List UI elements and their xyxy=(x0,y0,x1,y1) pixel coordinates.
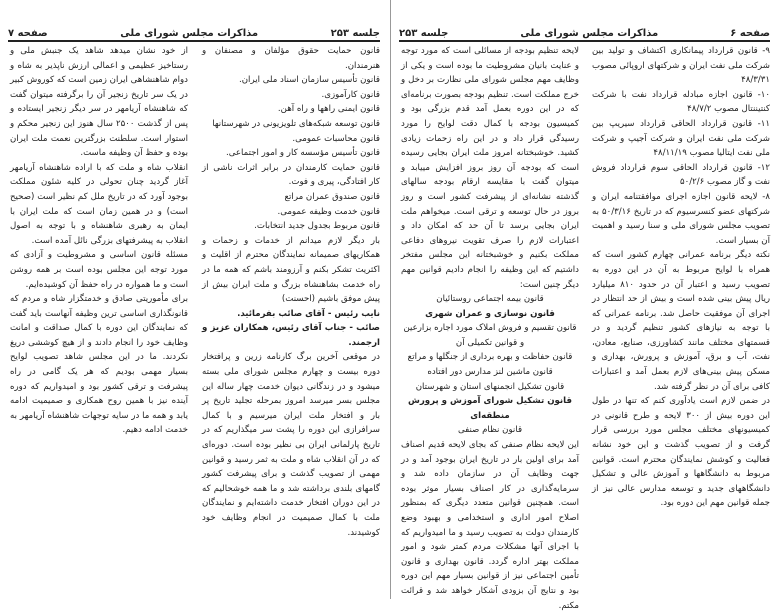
law-item: قانون تأسیس سازمان اسناد ملی ایران. xyxy=(239,75,380,86)
law-item: قانون محاسبات عمومی. xyxy=(292,133,380,144)
right-page-column-left xyxy=(401,44,579,611)
paragraph: لایحه تنظیم بودجه از مسائلی است که مورد توجه و عنایت بانیان مشروطیت ما بوده است و یکی از وظایف مهم مجلس شورای ملی نظارت بر دخل و خرج مملکت است. تنظیم بودجه بصورت برنامه‌ای که در این دوره بعمل آمد قدم بزرگی بود و کمیسیون بودجه با کمال دقت لوایح را مورد رسیدگی قرار داد و در این راه زحمات زیادی کشید. خوشبختانه امروز ملت ایران بجایی رسیده است که بودجه آن روز بروز افزایش مییابد و میتوان گفت با مقایسه ارقام بودجه سالهای گذشته نشانه‌ای از پیشرفت کشور است و روز بروز در حال توسعه و ترقی است. میخواهم ملت ایران بجایی برسد تا آن حد که امکان داد و اعتبارات لازم را صرف تقویت نیروهای دفاعی مملکت بکنیم و خوشبختانه این مجلس مفتخر داشتیم که این وظیفه را انجام دادیم قوانین مهم دیگر چنین است: xyxy=(401,46,579,290)
law-item: قانون کارآموزی. xyxy=(321,89,380,100)
left-page-column-right xyxy=(202,44,380,589)
left-page xyxy=(0,0,388,599)
paragraph: بار دیگر لازم میدانم از خدمات و زحمات و همکاریهای صمیمانه نمایندگان محترم از اقلیت و اکثریت تشکر بکنم و آرزومند باشم که همه ما در راه خدمت بشاهنشاه بزرگ و ملت ایران بیش از پیش موفق باشیم (احسنت) xyxy=(202,235,380,305)
speaker-line: نایب رئیس - آقای صائب بفرمائید. xyxy=(237,308,380,319)
paragraph: در موقعی آخرین برگ کارنامه زرین و پرافتخار دوره بیست و چهارم مجلس شورای ملی بسته میشود و در زندگانی دیوان خدمت چهار ساله این مجلس بسر میرسد امروز بمرحله تجلید تاریخ پر بار و افتخار ملت ایران میرسیم و با کمال سرافرازی این دوره را پشت سر میگذاریم که در تاریخ پارلمانی ایران بی نظیر بوده است. دوره‌ای که در آن انقلاب شاه و ملت به ثمر رسید و قوانین مهمی از تصویب گذشت و برای پیشرفت کشور گامهای بلندی برداشته شد و ما همه خوشحالیم که در این دوران افتخار خدمت داشته‌ایم و نمایندگان ملت با کمال صمیمیت در انجام وظایف خود کوشیدند. xyxy=(202,352,380,538)
law-item: ۱۲- قانون قرارداد الحاقی سوم قرارداد فروش نفت و گاز مصوب ۵۰/۲/۶ xyxy=(592,162,770,188)
paragraph: برای مأموریتی صادق و خدمتگزار شاه و مردم که قانونگذاری اساسی ترین وظیفه آنهاست باید گفت که نمایندگان این دوره با کمال صداقت و امانت وظایف خود را انجام دادند و از هیچ کوششی دریغ نکردند. ما در این مجلس شاهد تصویب لوایح بسیار مهمی بودیم که هر یک گامی در راه پیشرفت و ترقی کشور بود و امیدواریم که دوره آینده نیز با همین روح همکاری و صمیمیت ادامه یابد و همه ما در سایه توجهات شاهنشاه آریامهر به خدمت ادامه دهیم. xyxy=(10,294,188,436)
law-item: قانون نظام صنفی xyxy=(457,425,523,436)
law-item: قانون بیمه اجتماعی روستائیان xyxy=(436,294,544,305)
law-item: قانون تقسیم و فروش املاک مورد اجاره بزارعین و قوانین تکمیلی آن xyxy=(403,323,577,348)
paragraph: ۸- لایحه قانون اجازه اجرای موافقتنامه ایران و شرکتهای عضو کنسرسیوم که در تاریخ ۵۰/۳/۱۶ به تصویب مجلس شورای ملی و سنا رسید و اهمیت آن بسیار است. xyxy=(592,191,771,246)
law-item: قانون صندوق عمران مراتع xyxy=(284,191,380,202)
law-item: قانون مربوط بجدول جدید انتخابات. xyxy=(254,221,380,232)
law-item: قانون توسعه شبکه‌های تلویزیونی در شهرستانها xyxy=(212,118,380,129)
law-item: ۹- قانون قرارداد پیمانکاری اکتشاف و تولید بین شرکت ملی نفت ایران و شرکتهای اروپائی مصوب ۴۸/۳/۳۱ xyxy=(592,46,770,86)
speaker-line: صائب - جناب آقای رئیس، همکاران عزیز و ارجمند. xyxy=(202,323,380,348)
left-page-column-left xyxy=(10,44,188,589)
law-item: قانون نوسازی و عمران شهری xyxy=(425,308,555,319)
right-page xyxy=(390,0,778,611)
law-item: قانون خدمت وظیفه عمومی. xyxy=(277,206,380,217)
left-page-header xyxy=(8,25,380,42)
law-item: قانون تشکیل شورای آموزش و پرورش منطقه‌ای xyxy=(407,396,573,421)
session-number: جلسه ۲۵۳ xyxy=(330,28,380,39)
header-title: مذاکرات مجلس شورای ملی xyxy=(120,28,259,39)
law-item: قانون حمایت حقوق مؤلفان و مصنفان و هنرمندان. xyxy=(202,46,380,71)
page-number: صفحه ۶ xyxy=(730,28,770,39)
paragraph: این لایحه نظام صنفی که بجای لایحه قدیم اصناف آمد برای اولین بار در تاریخ ایران بوجود آمد و در جهت وظایف آن در سازمان داده شد و سرمایه‌گذاری در کار اصناف بسیار موثر بوده است. همچنین قوانین متعدد دیگری که بمنظور اصلاح امور اداری و استخدامی و بهبود وضع کارمندان دولت به تصویب رسید و ما امیدواریم که با اجرای آنها مشکلات مردم کمتر شود و امور مملکت بهتر اداره گردد. قانون بهداری و قانون تأمین اجتماعی نیز از قوانین بسیار مهم این دوره بود و نتایج آن بزودی آشکار خواهد شد و قرائت مکتم. xyxy=(401,440,579,611)
law-item: قانون ایمنی راهها و راه آهن. xyxy=(277,104,380,115)
law-item: قانون ماشین لنز مدارس دور افتاده xyxy=(427,367,553,378)
header-title: مذاکرات مجلس شورای ملی xyxy=(520,28,659,39)
law-item: ۱۰- قانون اجازه مبادله قرارداد نفت با شرکت کنتیننتال مصوب ۴۸/۷/۲ xyxy=(592,89,770,115)
page-number: صفحه ۷ xyxy=(8,28,48,39)
law-item: قانون تشکیل انجمنهای استان و شهرستان xyxy=(415,381,565,392)
paragraph: انقلاب شاه و ملت که با اراده شاهنشاه آریامهر آغاز گردید چنان تحولی در کلیه شئون مملکت بوجود آورد که در تاریخ ملل کم نظیر است (صحیح است) و در همین زمان است که ملت ایران با ایمان به رهبری شاهنشاه و با توجه به اصول انقلاب به پیشرفتهای بزرگی نائل آمده است. xyxy=(10,162,188,246)
paragraph: در ضمن لازم است یادآوری کنم که تنها در طول این دوره بیش از ۳۰۰ لایحه و طرح قانونی در کمیسیونهای مختلف مجلس مورد بررسی قرار گرفت و از تصویب گذشت و این خود نشانه فعالیت و کوشش نمایندگان محترم است. قوانین مربوط به دانشگاهها و آموزش عالی و تشکیل دانشگاههای جدید و توسعه مدارس عالی نیز از جمله قوانین مهم این دوره بود. xyxy=(592,396,770,509)
paragraph: نکته دیگر برنامه عمرانی چهارم کشور است که همراه با لوایح مربوط به آن در این دوره به تصویب رسید و اعتبار آن در حدود ۸۱۰ میلیارد ریال پیش بینی شده است و بیش از حد انتظار در اجرای آن موفقیت حاصل شد. برنامه عمرانی که با توجه به نیازهای کشور تنظیم گردید و در قسمتهای مختلف مانند کشاورزی، صنایع، معادن، نفت، آب و برق، آموزش و پرورش، بهداری و مسکن پیش بینی‌های لازم بعمل آمد و اعتبارات کافی برای آن در نظر گرفته شد. xyxy=(592,250,770,392)
law-item: ۱۱- قانون قرارداد الحاقی قرارداد سیریپ بین شرکت ملی نفت ایران و شرکت آجیپ و شرکت ملی نفت ایتالیا مصوب ۴۸/۱۱/۱۹ xyxy=(592,118,770,159)
paragraph: مسئله قانون اساسی و مشروطیت و آزادی که مورد توجه این مجلس بوده است بر همه روشن است و ما همواره در راه حفظ آن کوشیده‌ایم. xyxy=(10,250,188,290)
paragraph: از خود نشان میدهد شاهد یک جنبش ملی و رستاخیز عظیمی و اعمالی ارزش ناپذیر به شاه و دوام شاهنشاهی ایران زمین است که کوروش کبیر در یک سر تاریخ زنجیر آن را برگرفته میتوان گفت که شاهنشاه آریامهر در سر دیگر زنجیر ایستاده و پس از گذشت ۲۵۰۰ سال هنوز این زنجیر محکم و استوار است. سلطنت بزرگترین نعمت ملت ایران بوده و حفظ آن وظیفه ماست. xyxy=(10,46,188,159)
session-number: جلسه ۲۵۳ xyxy=(399,28,449,39)
law-item: قانون حفاظت و بهره برداری از جنگلها و مراتع xyxy=(407,352,573,363)
law-item: قانون تأسیس مؤسسه کار و امور اجتماعی. xyxy=(225,148,380,159)
right-page-column-right xyxy=(592,44,770,589)
right-page-header xyxy=(399,25,770,42)
law-item: قانون حمایت کارمندان در برابر اثرات ناشی از کار افتادگی، پیری و فوت. xyxy=(202,162,380,188)
